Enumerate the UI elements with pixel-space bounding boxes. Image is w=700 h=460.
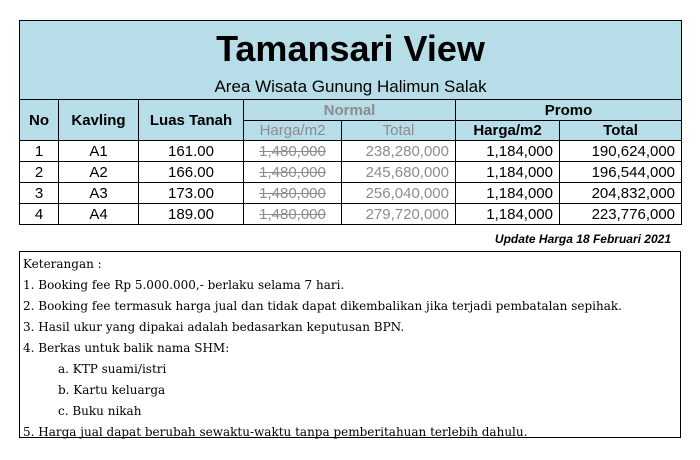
cell-kavling: A1 (59, 141, 139, 162)
cell-promo-total: 223,776,000 (560, 204, 682, 225)
table-row (20, 162, 682, 183)
price-sheet (19, 20, 681, 225)
cell-normal-total: 238,280,000 (342, 141, 456, 162)
col-header-promo-harga: Harga/m2 (456, 121, 560, 141)
col-header-normal: Normal (244, 100, 456, 121)
cell-luas: 189.00 (139, 204, 244, 225)
cell-normal-harga (244, 141, 342, 162)
table-row (20, 183, 682, 204)
cell-luas: 173.00 (139, 183, 244, 204)
normal-harga-value: 1,480,000 (259, 163, 326, 181)
normal-harga-value: 1,480,000 (259, 184, 326, 202)
cell-no: 1 (20, 141, 59, 162)
table-row (20, 204, 682, 225)
note-item: 2. Booking fee termasuk harga jual dan tidak dapat dikembalikan jika terjadi pembatalan sepihak. (23, 299, 622, 313)
cell-luas: 166.00 (139, 162, 244, 183)
col-header-no: No (20, 100, 59, 141)
cell-promo-total: 196,544,000 (560, 162, 682, 183)
cell-kavling: A4 (59, 204, 139, 225)
cell-promo-harga: 1,184,000 (456, 162, 560, 183)
note-sub-item: b. Kartu keluarga (58, 383, 166, 397)
col-header-normal-total: Total (342, 121, 456, 141)
col-header-luas: Luas Tanah (139, 100, 244, 141)
cell-kavling: A3 (59, 183, 139, 204)
cell-kavling: A2 (59, 162, 139, 183)
col-header-kavling: Kavling (59, 100, 139, 141)
cell-no: 3 (20, 183, 59, 204)
note-item: 4. Berkas untuk balik nama SHM: (23, 341, 230, 355)
col-header-promo-total: Total (560, 121, 682, 141)
table-row (20, 141, 682, 162)
col-header-promo: Promo (456, 100, 682, 121)
cell-normal-harga (244, 183, 342, 204)
cell-normal-total: 279,720,000 (342, 204, 456, 225)
col-header-normal-harga: Harga/m2 (244, 121, 342, 141)
cell-no: 2 (20, 162, 59, 183)
cell-luas: 161.00 (139, 141, 244, 162)
note-item: 3. Hasil ukur yang dipakai adalah bedasarkan keputusan BPN. (23, 320, 405, 334)
cell-normal-total: 245,680,000 (342, 162, 456, 183)
cell-no: 4 (20, 204, 59, 225)
cell-normal-total: 256,040,000 (342, 183, 456, 204)
cell-normal-harga (244, 162, 342, 183)
update-note: Update Harga 18 Februari 2021 (494, 232, 671, 246)
cell-promo-total: 190,624,000 (560, 141, 682, 162)
note-sub-item: a. KTP suami/istri (58, 362, 167, 376)
page-title: Tamansari View (216, 28, 485, 69)
cell-promo-total: 204,832,000 (560, 183, 682, 204)
title-block (20, 21, 682, 100)
cell-promo-harga: 1,184,000 (456, 141, 560, 162)
cell-promo-harga: 1,184,000 (456, 204, 560, 225)
cell-normal-harga (244, 204, 342, 225)
normal-harga-value: 1,480,000 (259, 205, 326, 223)
note-item: 1. Booking fee Rp 5.000.000,- berlaku selama 7 hari. (23, 278, 345, 292)
notes-heading: Keterangan : (23, 257, 102, 271)
note-item: 5. Harga jual dapat berubah sewaktu-waktu tanpa pemberitahuan terlebih dahulu. (23, 425, 528, 439)
notes-box (19, 251, 681, 438)
price-table (19, 20, 682, 225)
note-sub-item: c. Buku nikah (58, 404, 142, 418)
cell-promo-harga: 1,184,000 (456, 183, 560, 204)
page-subtitle: Area Wisata Gunung Halimun Salak (214, 77, 487, 96)
normal-harga-value: 1,480,000 (259, 142, 326, 160)
